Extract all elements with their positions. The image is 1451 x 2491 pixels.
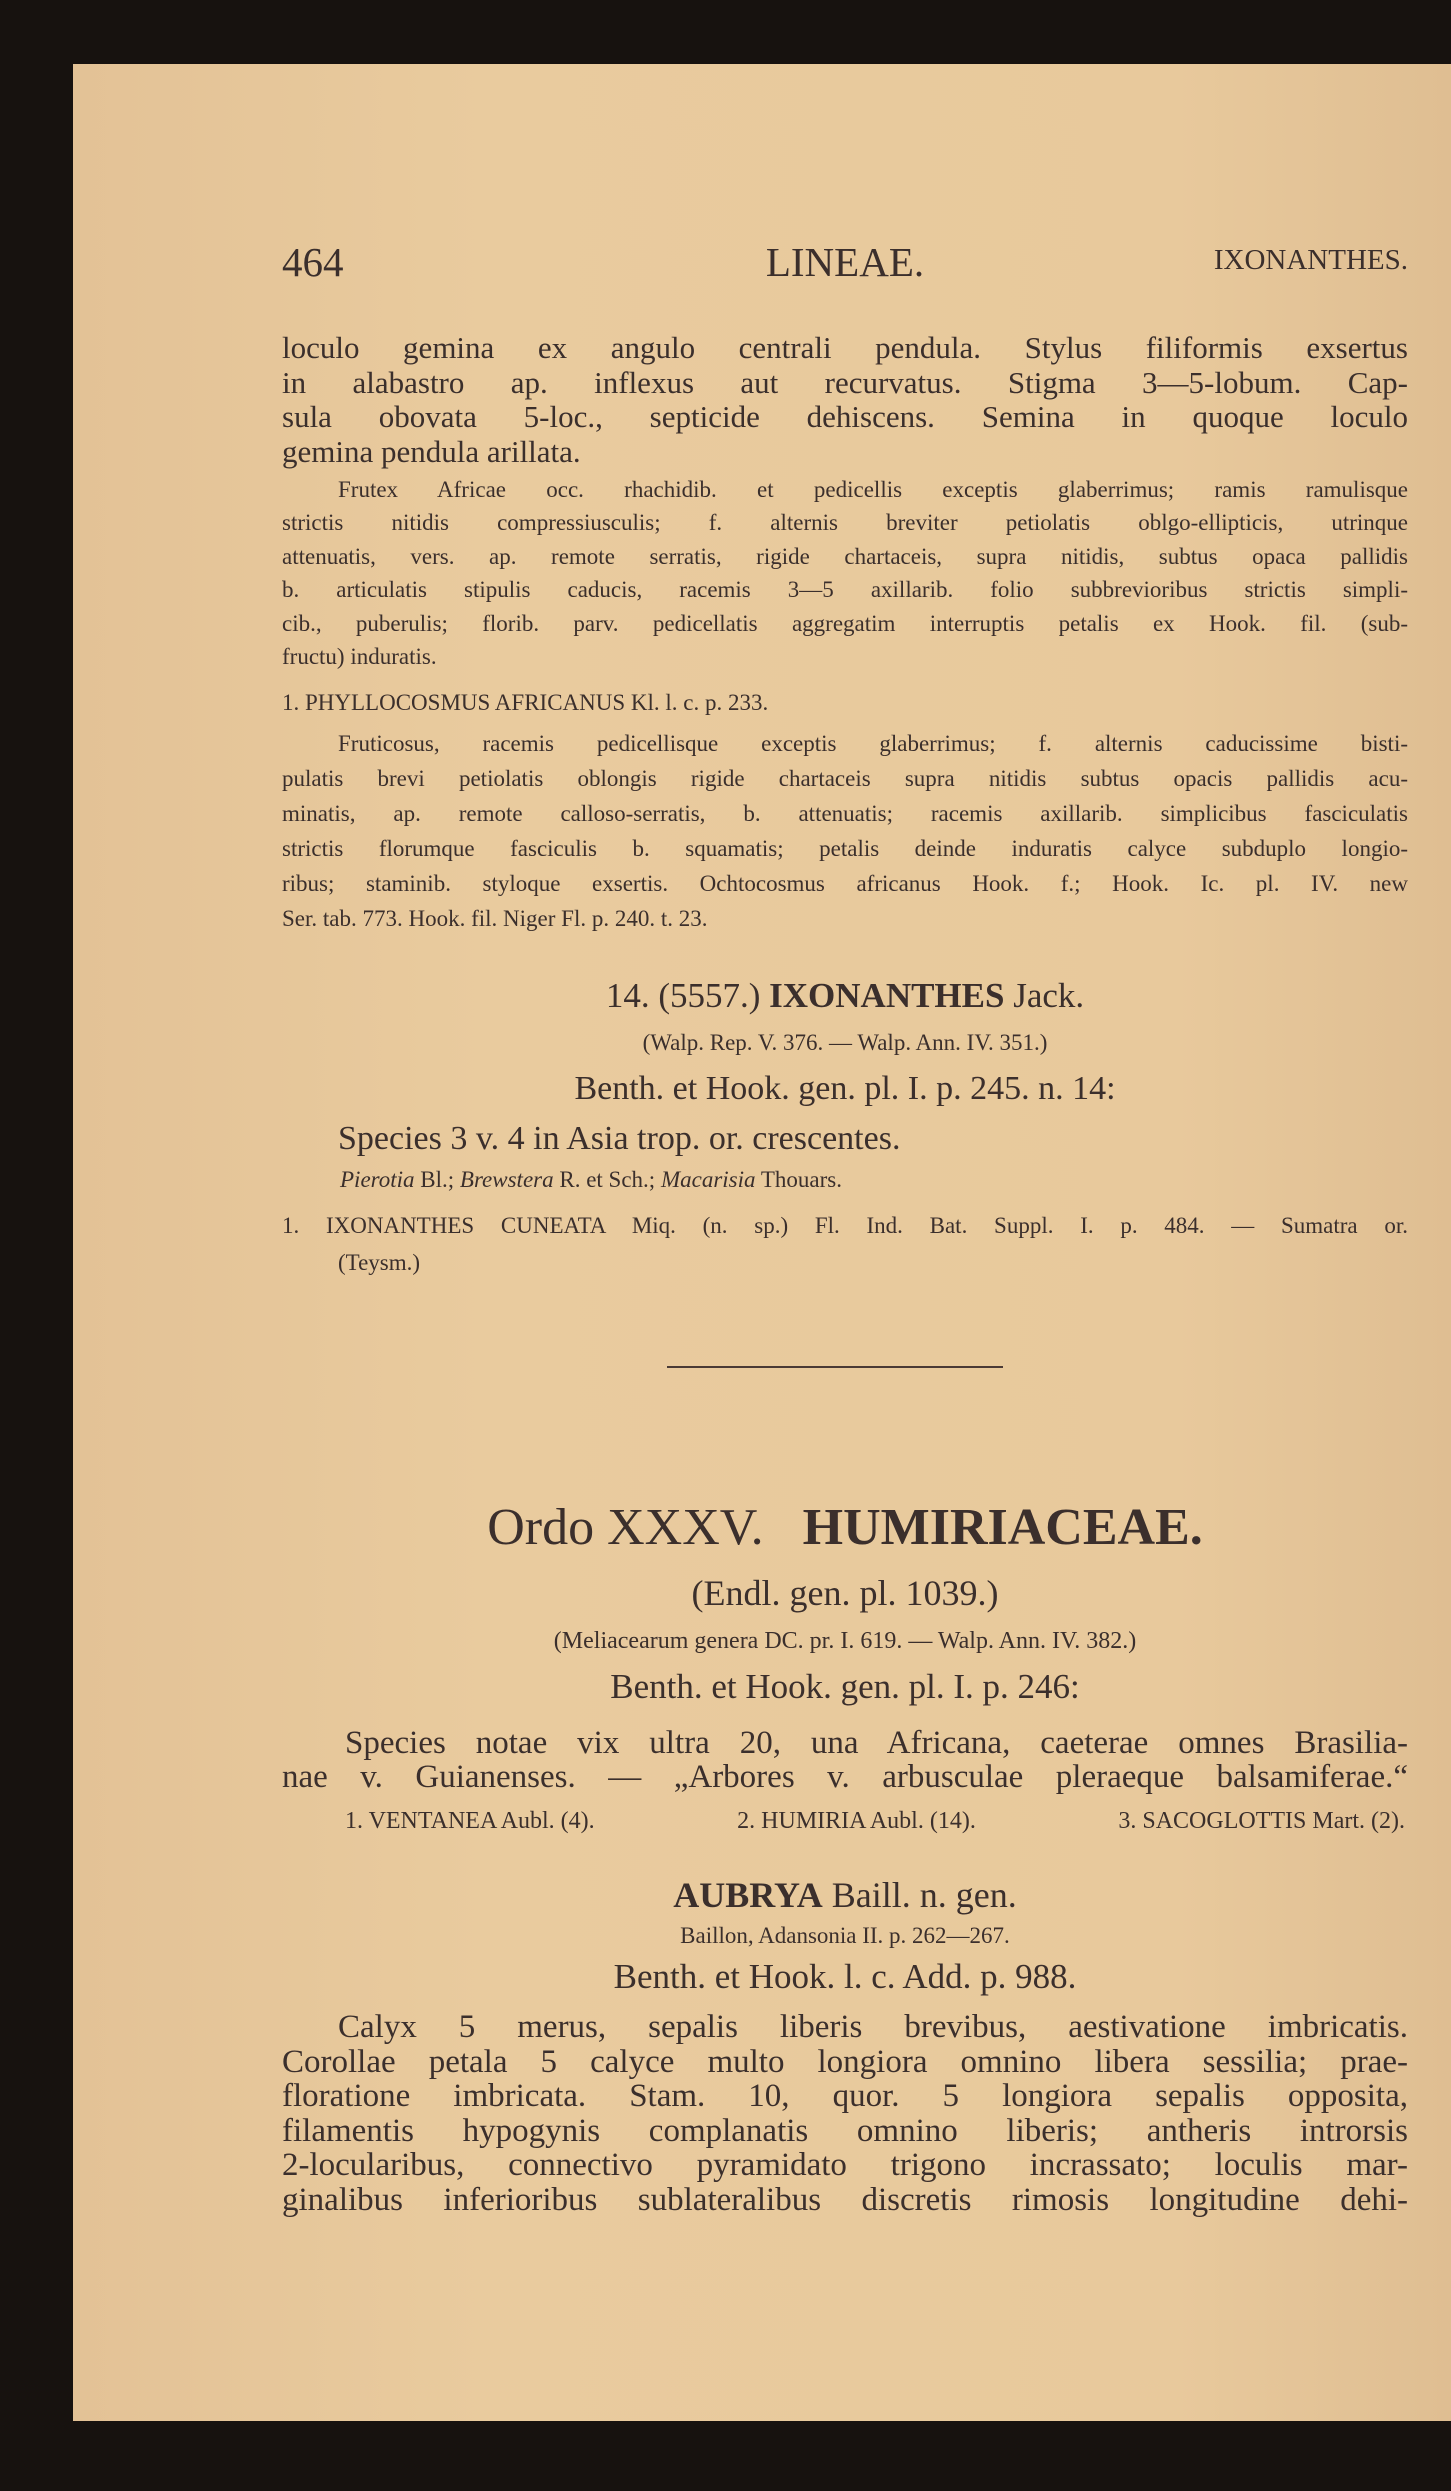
text-line: cib., puberulis; florib. parv. pedicellatis aggregatim interruptis petalis ex Hook. fil. (sub- [282, 610, 1408, 636]
running-head: IXONANTHES. [1213, 244, 1408, 276]
text-line: pulatis brevi petiolatis oblongis rigide chartaceis supra nitidis subtus opacis pallidis acu- [282, 766, 1408, 791]
synonym-author: R. et Sch.; [553, 1167, 661, 1192]
genus-number: 14. (5557.) [605, 976, 770, 1015]
ordo-endl-reference: (Endl. gen. pl. 1039.) [691, 1573, 999, 1613]
text-line: loculo gemina ex angulo centrali pendula. Stylus filiformis exsertus [282, 330, 1408, 365]
text-line: Ser. tab. 773. Hook. fil. Niger Fl. p. 240. t. 23. [282, 906, 708, 931]
synonym: Pierotia [340, 1167, 415, 1192]
text-line: gemina pendula arillata. [282, 434, 581, 470]
text-line: floratione imbricata. Stam. 10, quor. 5 longiora sepalis opposita, [282, 2078, 1408, 2115]
aubrya-reference: Baillon, Adansonia II. p. 262—267. [680, 1923, 1010, 1948]
text-line: strictis florumque fasciculis b. squamatis; petalis deinde induratis calyce subduplo longio- [282, 836, 1408, 861]
aubrya-name: AUBRYA [673, 1875, 823, 1915]
aubrya-heading [282, 1874, 1408, 1916]
genus-item: 2. HUMIRIA Aubl. (14). [737, 1808, 976, 1834]
ordo-meliacearum-reference: (Meliacearum genera DC. pr. I. 619. — Walp. Ann. IV. 382.) [553, 1628, 1137, 1654]
text-line: Fruticosus, racemis pedicellisque exceptis glaberrimus; f. alternis caducissime bisti- [338, 731, 1408, 756]
species-title: 1. PHYLLOCOSMUS AFRICANUS Kl. l. c. p. 233. [282, 690, 769, 715]
text-line: Frutex Africae occ. rhachidib. et pedicellis exceptis glaberrimus; ramis ramulisque [338, 477, 1408, 502]
page-number: 464 [282, 239, 344, 285]
genus-item: 3. SACOGLOTTIS Mart. (2). [1118, 1808, 1405, 1834]
ordo-benth-reference: Benth. et Hook. gen. pl. I. p. 246: [610, 1667, 1080, 1706]
genus-description-continued [282, 331, 1408, 470]
ordo-genera-list [345, 1808, 1405, 1835]
species-description [282, 726, 1408, 936]
genus-species-count: Species 3 v. 4 in Asia trop. or. crescentes. [338, 1120, 901, 1157]
genus-benth-reference: Benth. et Hook. gen. pl. I. p. 245. n. 14: [574, 1070, 1116, 1107]
text-line: ribus; staminib. styloque exsertis. Ochtocosmus africanus Hook. f.; Hook. Ic. pl. IV. new [282, 871, 1408, 896]
text-line: 2-locularibus, connectivo pyramidato trigono incrassato; loculis mar- [282, 2147, 1408, 2184]
text-line: fructu) induratis. [282, 644, 437, 670]
synonym: Brewstera [459, 1167, 554, 1192]
genus-references: (Walp. Rep. V. 376. — Walp. Ann. IV. 351.) [642, 1030, 1048, 1055]
note-line: Species notae vix ultra 20, una Africana, caeterae omnes Brasilia- [345, 1725, 1408, 1761]
text-line: strictis nitidis compressiusculis; f. alternis breviter petiolatis oblgo-ellipticis, utrinque [282, 510, 1408, 536]
ordo-heading [282, 1498, 1408, 1557]
text-line: in alabastro ap. inflexus aut recurvatus. Stigma 3—5-lobum. Cap- [282, 364, 1408, 400]
synonym-author: Bl.; [414, 1167, 460, 1192]
section-divider [667, 1366, 1003, 1368]
ixonanthes-cuneata-entry [282, 1207, 1408, 1281]
ordo-species-note [282, 1726, 1408, 1794]
genus-author: Jack. [1004, 976, 1085, 1015]
text-line: Corollae petala 5 calyce multo longiora omnino libera sessilia; prae- [282, 2043, 1408, 2080]
running-title: LINEAE. [765, 239, 925, 285]
aubrya-benth-reference: Benth. et Hook. l. c. Add. p. 988. [613, 1957, 1077, 1996]
ordo-name: HUMIRIACEAE. [802, 1499, 1203, 1556]
text-line: minatis, ap. remote calloso-serratis, b. attenuatis; racemis axillarib. simplicibus fasciculatis [282, 801, 1408, 826]
entry-line: 1. IXONANTHES CUNEATA Miq. (n. sp.) Fl. Ind. Bat. Suppl. I. p. 484. — Sumatra or. [282, 1213, 1408, 1238]
entry-line: (Teysm.) [338, 1250, 421, 1275]
genus-name: IXONANTHES [769, 976, 1005, 1015]
genus-item: 1. VENTANEA Aubl. (4). [345, 1808, 595, 1834]
text-line: sula obovata 5-loc., septicide dehiscens. Semina in quoque loculo [282, 399, 1408, 435]
phyllocosmus-note [282, 473, 1408, 673]
synonym-author: Thouars. [755, 1167, 842, 1192]
aubrya-description [282, 2010, 1408, 2218]
text-line: filamentis hypogynis complanatis omnino liberis; antheris introrsis [282, 2112, 1408, 2149]
text-line: ginalibus inferioribus sublateralibus discretis rimosis longitudine dehi- [282, 2181, 1408, 2218]
aubrya-author: Baill. n. gen. [822, 1875, 1017, 1915]
ordo-label: Ordo XXXV. [487, 1499, 764, 1556]
text-line: b. articulatis stipulis caducis, racemis 3—5 axillarib. folio subbrevioribus strictis simpli- [282, 577, 1408, 603]
genus-synonyms [340, 1167, 842, 1193]
note-line: nae v. Guianenses. — „Arbores v. arbusculae pleraeque balsamiferae.“ [282, 1759, 1408, 1795]
text-line: attenuatis, vers. ap. remote serratis, rigide chartaceis, supra nitidis, subtus opaca pallidis [282, 543, 1408, 569]
genus-heading [282, 976, 1408, 1016]
synonym: Macarisia [660, 1167, 756, 1192]
text-line: Calyx 5 merus, sepalis liberis brevibus, aestivatione imbricatis. [338, 2009, 1408, 2045]
